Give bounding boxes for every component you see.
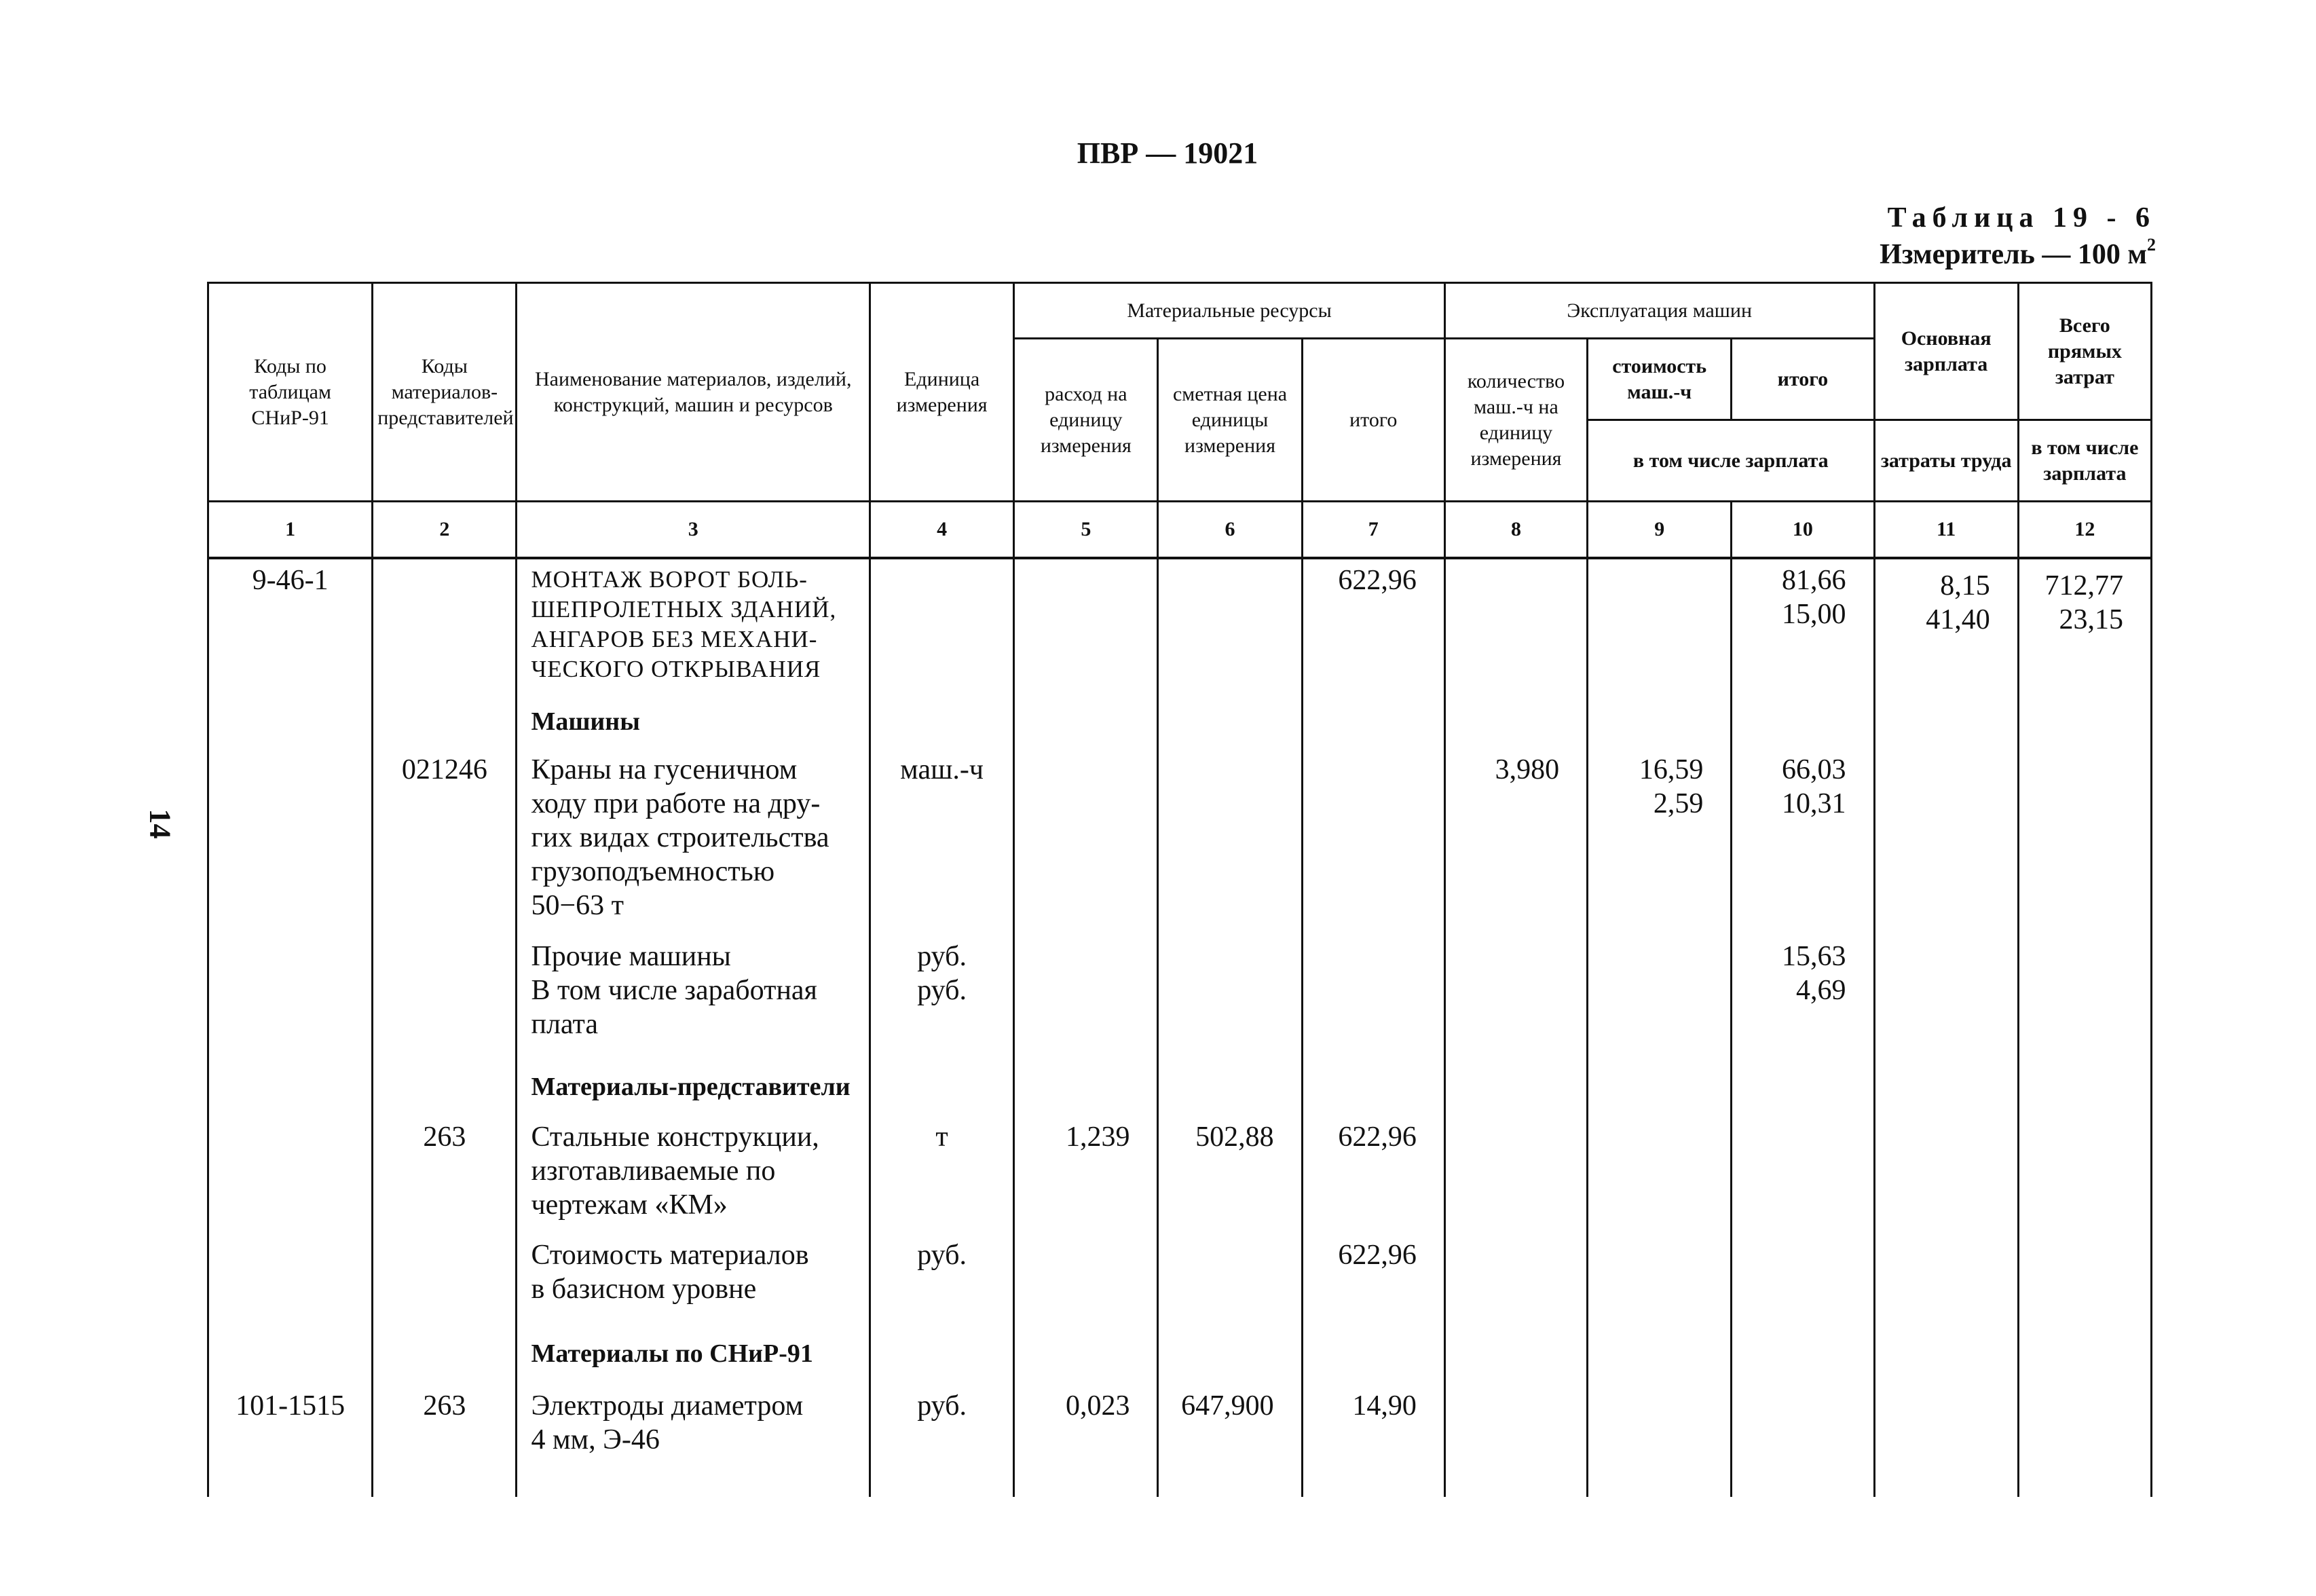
col-header-1: Коды по таблицам СНиР-91 <box>208 283 373 502</box>
title-line: ЧЕСКОГО ОТКРЫВАНИЯ <box>531 656 821 682</box>
col-header-12: Всего прямых затрат <box>2018 283 2151 420</box>
crane-hours: 3,980 <box>1495 754 1560 785</box>
table-caption <box>1880 200 2156 273</box>
title-line: ШЕПРОЛЕТНЫХ ЗДАНИЙ, <box>531 596 837 623</box>
group-header-machines: Эксплуатация машин <box>1444 283 1874 339</box>
crane-hour-wage: 2,59 <box>1653 788 1704 819</box>
body-col-7 <box>1302 558 1444 1497</box>
col-header-7: итого <box>1302 339 1444 502</box>
title-labor: 41,40 <box>1926 604 1990 635</box>
code-main: 9-46-1 <box>252 565 329 596</box>
title-machines-total: 81,66 <box>1782 565 1846 596</box>
body-col-12 <box>2018 558 2151 1497</box>
col-header-8: количество маш.-ч на единицу измерения <box>1444 339 1587 502</box>
electrodes-price: 647,900 <box>1181 1390 1274 1422</box>
other-machines-wage: 4,69 <box>1796 975 1846 1006</box>
title-line: АНГАРОВ БЕЗ МЕХАНИ- <box>531 626 818 652</box>
crane-line: 50−63 т <box>531 890 624 921</box>
body-col-10 <box>1732 558 1874 1497</box>
column-number: 6 <box>1158 502 1302 559</box>
crane-line: ходу при работе на дру- <box>531 788 821 819</box>
col-header-6: сметная цена единицы измерения <box>1158 339 1302 502</box>
col-header-11-sub: затраты труда <box>1874 420 2018 502</box>
section-snir: Материалы по СНиР-91 <box>531 1339 813 1368</box>
unit-other: руб. <box>917 941 967 972</box>
column-number: 5 <box>1014 502 1158 559</box>
title-materials-total: 622,96 <box>1338 565 1417 596</box>
steel-consumption: 1,239 <box>1065 1121 1130 1153</box>
other-line: В том числе заработная <box>531 975 817 1006</box>
col-header-9: стоимость маш.-ч <box>1588 339 1732 420</box>
unit-electrodes: руб. <box>917 1390 967 1422</box>
other-line: плата <box>531 1009 598 1040</box>
steel-line: чертежам «КМ» <box>531 1189 728 1221</box>
body-col-1 <box>208 558 373 1497</box>
unit-other-wage: руб. <box>917 975 967 1006</box>
code-electrodes-rep: 263 <box>423 1390 466 1422</box>
column-number: 4 <box>870 502 1014 559</box>
column-number-row <box>208 502 2152 559</box>
col-header-11: Основная зарплата <box>1874 283 2018 420</box>
body-col-8 <box>1444 558 1587 1497</box>
crane-line: Краны на гусеничном <box>531 754 798 785</box>
code-crane: 021246 <box>401 754 487 785</box>
col-header-10: итого <box>1732 339 1874 420</box>
crane-hour-cost: 16,59 <box>1639 754 1704 785</box>
body-col-4 <box>870 558 1014 1497</box>
steel-price: 502,88 <box>1195 1121 1274 1153</box>
body-col-9 <box>1588 558 1732 1497</box>
electrodes-line: Электроды диаметром <box>531 1390 804 1422</box>
body-col-2 <box>373 558 517 1497</box>
section-machines: Машины <box>531 707 640 736</box>
code-steel: 263 <box>423 1121 466 1153</box>
steel-line: изготавливаемые по <box>531 1155 776 1187</box>
unit-crane: маш.-ч <box>900 754 984 785</box>
crane-line: грузоподъемностью <box>531 856 775 887</box>
title-base-wage: 8,15 <box>1940 570 1990 601</box>
document-code: ПВР — 19021 <box>1077 136 1258 170</box>
table-body <box>208 558 2152 1497</box>
resource-table <box>207 282 2152 1497</box>
body-col-3 <box>517 558 870 1497</box>
column-number: 1 <box>208 502 373 559</box>
column-number: 2 <box>373 502 517 559</box>
other-line: Прочие машины <box>531 941 731 972</box>
title-direct-costs: 712,77 <box>2044 570 2123 601</box>
cost-total: 622,96 <box>1338 1240 1417 1271</box>
crane-total: 66,03 <box>1782 754 1846 785</box>
column-number: 12 <box>2018 502 2151 559</box>
col-header-12-sub: в том числе зарплата <box>2018 420 2151 502</box>
body-col-6 <box>1158 558 1302 1497</box>
crane-wage: 10,31 <box>1782 788 1846 819</box>
column-number: 11 <box>1874 502 2018 559</box>
steel-total: 622,96 <box>1338 1121 1417 1153</box>
title-machines-wage: 15,00 <box>1782 599 1846 630</box>
body-col-11 <box>1874 558 2018 1497</box>
steel-line: Стальные конструкции, <box>531 1121 819 1153</box>
cost-line: Стоимость материалов <box>531 1240 809 1271</box>
electrodes-total: 14,90 <box>1352 1390 1417 1422</box>
column-number: 8 <box>1444 502 1587 559</box>
title-line: МОНТАЖ ВОРОТ БОЛЬ- <box>531 566 808 593</box>
body-col-5 <box>1014 558 1158 1497</box>
col-header-4: Единица измерения <box>870 283 1014 502</box>
section-representatives: Материалы-представители <box>531 1073 851 1101</box>
meter-label: Измеритель — 100 $м^2$ <box>1880 235 2156 270</box>
col-header-2: Коды материалов-представителей <box>373 283 517 502</box>
col-header-3: Наименование материалов, изделий, конструкций, машин и ресурсов <box>517 283 870 502</box>
electrodes-line: 4 мм, Э-46 <box>531 1424 660 1455</box>
title-direct-wage: 23,15 <box>2059 604 2123 635</box>
other-machines-total: 15,63 <box>1782 941 1846 972</box>
group-header-materials: Материальные ресурсы <box>1014 283 1445 339</box>
column-number: 9 <box>1588 502 1732 559</box>
col-header-5: расход на единицу измерения <box>1014 339 1158 502</box>
col-header-9-10-sub: в том числе зарплата <box>1588 420 1874 502</box>
table-label: Таблица 19 - 6 <box>1887 202 2156 234</box>
unit-cost: руб. <box>917 1240 967 1271</box>
page-number: 14 <box>143 809 177 839</box>
column-number: 10 <box>1732 502 1874 559</box>
column-number: 3 <box>517 502 870 559</box>
code-electrodes: 101-1515 <box>236 1390 345 1422</box>
unit-steel: т <box>935 1121 948 1153</box>
column-number: 7 <box>1302 502 1444 559</box>
crane-line: гих видах строительства <box>531 822 829 853</box>
cost-line: в базисном уровне <box>531 1274 757 1305</box>
electrodes-consumption: 0,023 <box>1065 1390 1130 1422</box>
